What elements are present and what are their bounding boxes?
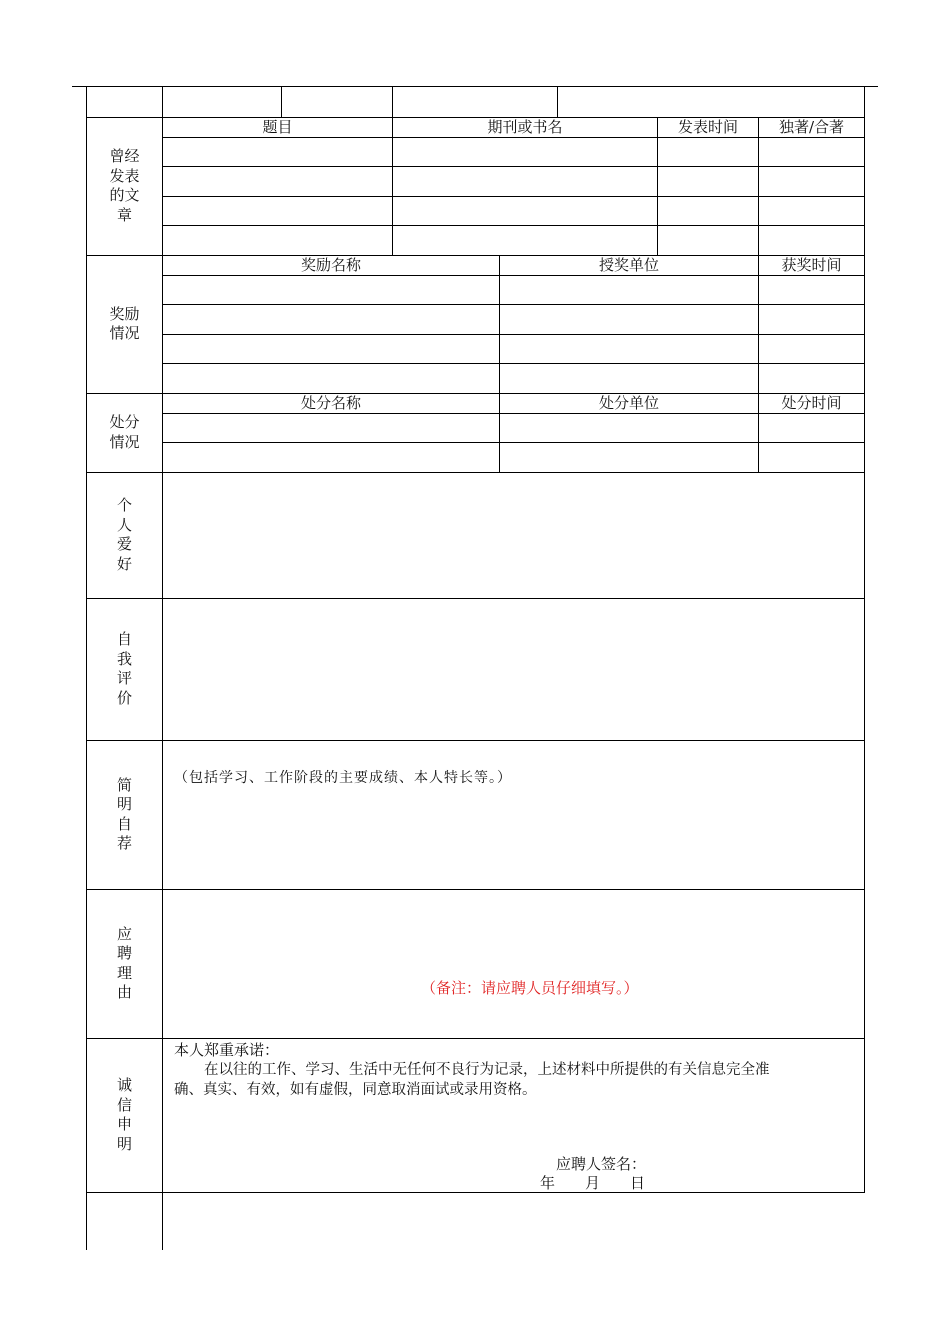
reason-note: （备注：请应聘人员仔细填写。） [421,979,639,997]
application-form-table [86,86,865,1250]
integrity-line-1: 在以往的工作、学习、生活中无任何不良行为记录，上述材料中所提供的有关信息完全准 [204,1062,770,1078]
awards-label: 奖励 情况 [109,304,140,342]
integrity-label: 诚 信 申 明 [116,1076,132,1153]
awards-header-date: 获奖时间 [781,256,842,274]
awards-header-name: 奖励名称 [300,256,361,274]
articles-header-authorship: 独著/合著 [778,118,845,136]
penalties-label: 处分 情况 [109,413,140,451]
signature-label: 应聘人签名： [556,1155,647,1173]
border-right [864,86,865,1193]
signature-date: 年 月 日 [540,1174,646,1192]
integrity-line-2: 确、真实、有效，如有虚假，同意取消面试或录用资格。 [174,1082,537,1098]
hobbies-label: 个 人 爱 好 [116,496,132,573]
reason-label: 应 聘 理 由 [116,924,132,1001]
penalties-header-date: 处分时间 [781,394,842,412]
awards-header-issuer: 授奖单位 [598,256,659,274]
self-evaluation-label: 自 我 评 价 [116,630,132,707]
integrity-title: 本人郑重承诺： [174,1041,280,1059]
self-recommendation-hint: （包括学习、工作阶段的主要成绩、本人特长等。） [174,770,512,786]
articles-header-title: 题目 [262,118,293,136]
articles-header-date: 发表时间 [677,118,738,136]
penalties-header-name: 处分名称 [300,394,361,412]
articles-label: 曾经 发表 的文 章 [109,147,140,224]
articles-header-journal: 期刊或书名 [487,118,563,136]
self-recommendation-label: 简 明 自 荐 [116,775,132,852]
penalties-header-issuer: 处分单位 [598,394,659,412]
